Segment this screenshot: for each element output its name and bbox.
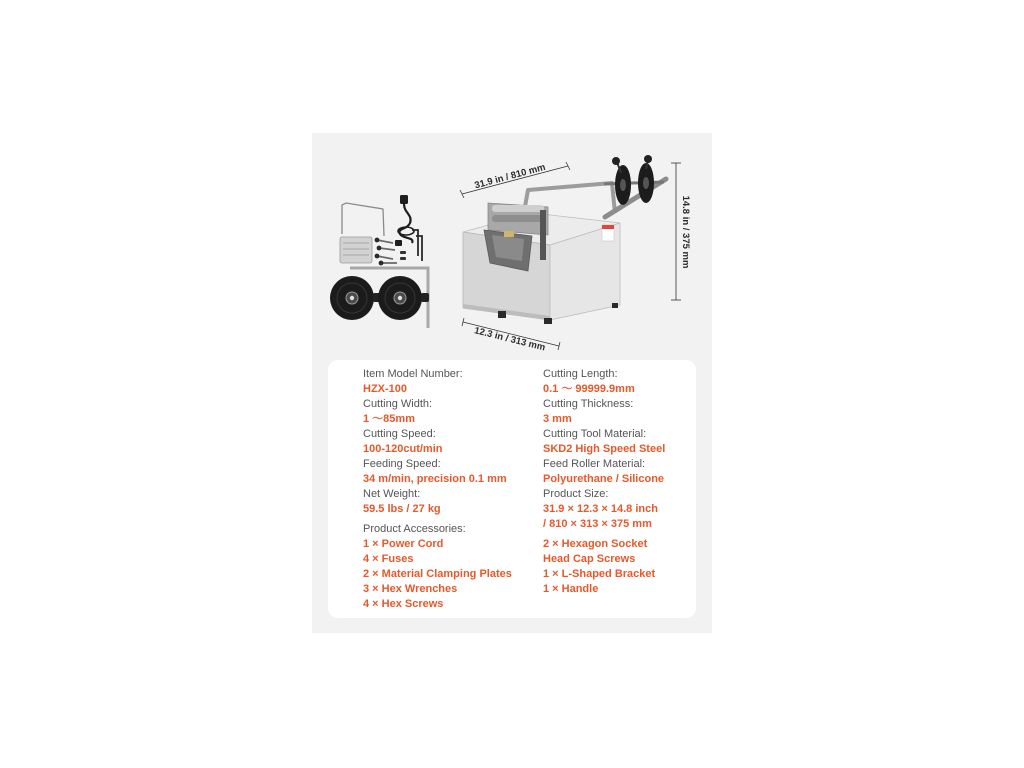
spec-label-feeding-speed: Feeding Speed: [363,458,441,470]
accessory-item: 1 × L-Shaped Bracket [543,568,656,580]
spec-label-product-size: Product Size: [543,488,609,500]
spec-value-cutting-tool-material: SKD2 High Speed Steel [543,443,666,455]
spec-value-feeding-speed: 34 m/min, precision 0.1 mm [363,473,507,485]
accessory-item: 1 × Handle [543,583,599,595]
sensor [504,231,514,237]
spool-disc-icon [378,276,429,320]
spec-value-product-size-mm: / 810 × 313 × 375 mm [543,518,652,530]
accessory-item: 3 × Hex Wrenches [363,583,458,595]
spec-label-cutting-tool-material: Cutting Tool Material: [543,428,647,440]
dimension-length-label: 31.9 in / 810 mm [473,161,547,192]
spec-column-left [363,367,512,612]
machine-foot [498,311,506,318]
accessory-item: 1 × Power Cord [363,538,444,550]
accessories-heading: Product Accessories: [363,523,466,535]
clamping-plates-icon [340,237,372,263]
dimension-width-label: 12.3 in / 313 mm [472,325,547,354]
accessory-item: 4 × Fuses [363,553,414,565]
spec-value-cutting-length: 0.1 ～ 99999.9mm [543,383,635,395]
accessory-item: 2 × Hexagon Socket [543,538,648,550]
power-cord-icon [395,195,414,246]
accessory-item: Head Cap Screws [543,553,636,565]
fuses-icon [400,251,406,260]
spec-value-net-weight: 59.5 lbs / 27 kg [363,503,441,515]
machine-foot [544,318,552,324]
control-label [602,225,614,241]
spec-label-cutting-thickness: Cutting Thickness: [543,398,634,410]
spec-label-model-number: Item Model Number: [363,368,463,380]
spec-value-feed-roller-material: Polyurethane / Silicone [543,473,665,485]
spec-label-feed-roller-material: Feed Roller Material: [543,458,646,470]
spec-value-cutting-thickness: 3 mm [543,413,572,425]
spec-value-cutting-width: 1 ～85mm [363,413,415,425]
spec-value-product-size-inch: 31.9 × 12.3 × 14.8 inch [543,503,658,515]
spec-label-cutting-width: Cutting Width: [363,398,433,410]
spec-value-cutting-speed: 100-120cut/min [363,443,443,455]
spool-disc-icon [330,276,381,320]
spec-value-model-number: HZX-100 [363,383,408,395]
accessories-illustration [330,195,429,328]
spec-column-right [543,367,665,597]
machine-foot [612,303,618,308]
wire-bracket-icon [342,203,384,236]
product-illustration [312,133,712,360]
accessory-item: 2 × Material Clamping Plates [363,568,512,580]
dimension-height-label: 14.8 in / 375 mm [680,195,691,269]
spec-label-cutting-speed: Cutting Speed: [363,428,436,440]
accessory-item: 4 × Hex Screws [363,598,444,610]
dimension-length [460,162,570,198]
hex-wrench-icon [412,230,422,261]
spec-label-cutting-length: Cutting Length: [543,368,618,380]
hex-screws-icon [375,238,397,266]
spec-label-net-weight: Net Weight: [363,488,421,500]
dimension-height [671,163,691,300]
spec-card [328,360,696,618]
